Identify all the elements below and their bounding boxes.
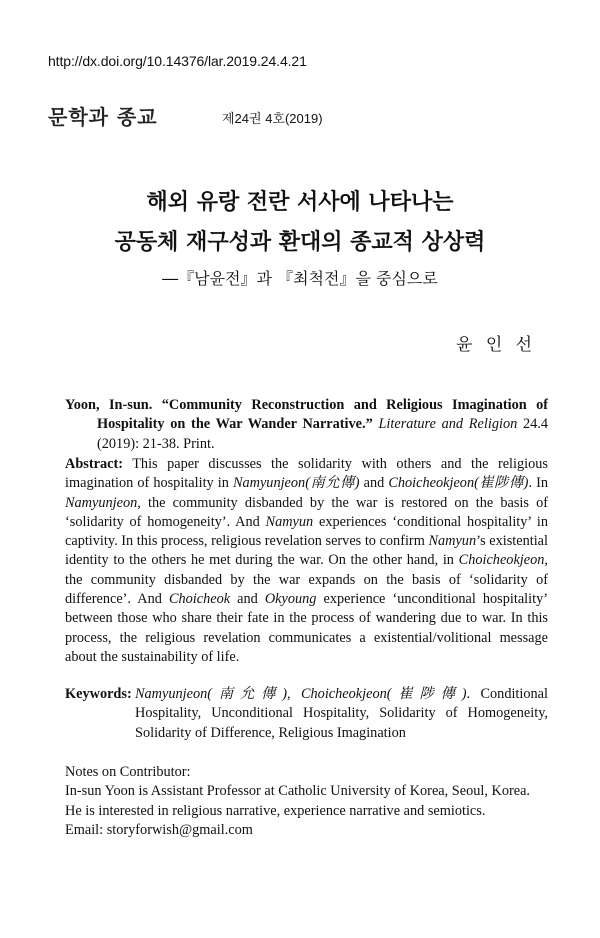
keywords-rest: . Conditional Hospitality, Unconditional Hospitality, Solidarity of Homogeneity, Solidarity of Difference, Religious Imagination — [135, 686, 548, 741]
doi-link[interactable]: http://dx.doi.org/10.14376/lar.2019.24.4.21 — [48, 53, 307, 69]
abstract-name: Choicheok — [168, 591, 231, 608]
citation-details: 24.4 (2019): 21-38. Print. — [97, 416, 548, 452]
keywords-list — [135, 685, 548, 743]
notes-line: He is interested in religious narrative, experience narrative and semiotics. — [65, 802, 486, 819]
abstract-work: Choicheokjeon(崔陟傳) — [388, 475, 529, 492]
abstract-text: the community disbanded by the war is restored on the basis of ‘solidarity of homogeneity’. And — [65, 494, 549, 530]
keywords-label: Keywords: — [65, 686, 132, 702]
citation-title: “Community Reconstruction and Religious Imagination of Hospitality on the War Wander Narrative.” — [97, 397, 549, 433]
notes-heading: Notes on Contributor: — [65, 764, 191, 780]
contributor-notes — [65, 763, 548, 840]
abstract-work: Choicheokjeon — [458, 552, 545, 569]
notes-line: In-sun Yoon is Assistant Professor at Catholic University of Korea, Seoul, Korea. — [65, 783, 530, 800]
citation — [65, 396, 548, 454]
abstract-label: Abstract: — [65, 456, 123, 472]
paper-title-line1: 해외 유랑 전란 서사에 나타나는 — [146, 190, 454, 215]
author-name: 윤 인 선 — [456, 335, 537, 355]
abstract — [65, 455, 548, 667]
abstract-text: This paper discusses the solidarity with others and the religious imagination of hospitality in — [65, 456, 548, 492]
abstract-name: Namyun — [265, 513, 314, 530]
citation-journal: Literature and Religion — [378, 416, 518, 433]
keywords — [65, 685, 548, 741]
abstract-work: Namyunjeon(南允傳) — [232, 475, 360, 492]
citation-author: Yoon, In-sun. — [65, 397, 153, 413]
keywords-italic: Namyunjeon(南允傳), Choicheokjeon(崔陟傳) — [135, 686, 467, 702]
paper-title-line2: 공동체 재구성과 환대의 종교적 상상력 — [114, 230, 486, 255]
abstract-text: and — [363, 475, 385, 492]
abstract-text: experience ‘unconditional hospitality’ between those who share their fate in the process of wandering due to war. In this process, the religious revelation communicates a existential/volitional message about the sustainability of life. — [65, 591, 548, 665]
abstract-text: , the community disbanded by the war expands on the basis of ‘solidarity of difference’. And — [65, 552, 548, 608]
abstract-work: Namyunjeon, — [65, 494, 141, 511]
abstract-name: Namyun — [428, 533, 477, 550]
abstract-name: Okyoung — [264, 591, 317, 608]
paper-subtitle: ―『남윤전』과 『최척전』을 중심으로 — [162, 269, 438, 288]
journal-logo: 문학과 종교 — [48, 105, 158, 129]
abstract-text: . In — [528, 475, 548, 492]
abstract-text: experiences ‘conditional hospitality’ in captivity. In this process, religious revelation serves to confirm — [65, 513, 548, 550]
abstract-text: and — [237, 591, 258, 608]
issue-info: 제24권 4호(2019) — [222, 111, 323, 126]
notes-email[interactable]: Email: storyforwish@gmail.com — [65, 821, 253, 838]
abstract-text: ’s existential identity to the others he met during the war. On the other hand, in — [65, 533, 548, 569]
